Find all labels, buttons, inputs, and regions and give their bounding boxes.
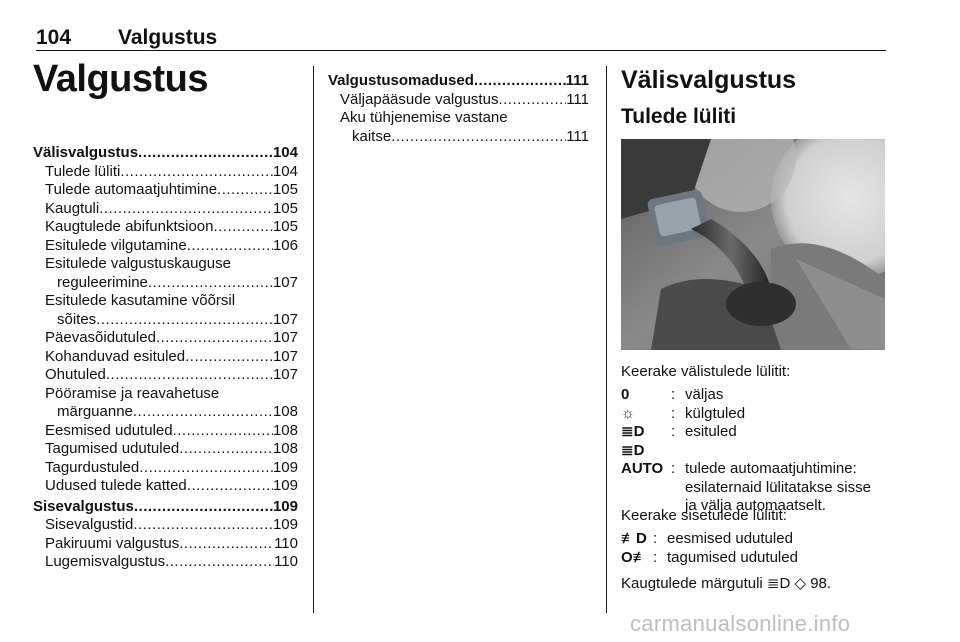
toc-entry-title: Esitulede vilgutamine [45, 236, 187, 254]
toc-entry[interactable] [33, 163, 298, 182]
toc-entry[interactable] [33, 553, 298, 572]
switch-symbol-icon: 0 [621, 386, 630, 403]
toc-entry-title: Sisevalgustid [45, 516, 134, 533]
toc-leader-dots [148, 274, 273, 293]
toc-page-number: 105 [272, 199, 298, 217]
toc-page-number: 104 [272, 144, 298, 161]
toc-page-number: 107 [272, 347, 298, 365]
toc-entry[interactable] [33, 477, 298, 496]
fog-position-row [621, 530, 867, 549]
separator: : [671, 404, 676, 422]
fog-switch-intro: Keerake sisetulede lülitit: [621, 507, 787, 524]
toc-entry-label: Esitulede kasutamine võõrsil [45, 292, 236, 309]
toc-leader-dots [185, 348, 273, 367]
switch-position-desc: tulede automaatjuhtimine: [685, 460, 857, 477]
switch-symbol-icon: ☼ [621, 404, 635, 422]
toc-page-number: 110 [274, 534, 298, 552]
toc-page-number: 106 [272, 236, 298, 254]
toc-entry[interactable] [33, 403, 298, 422]
toc-entry[interactable] [328, 72, 589, 91]
toc-leader-dots [139, 459, 273, 478]
section-title: Välisvalgustus [621, 66, 797, 94]
toc-entry[interactable] [33, 274, 298, 293]
toc-page-number: 111 [566, 127, 589, 145]
toc-entry-title: Kohanduvad esituled [45, 347, 186, 365]
toc-leader-dots [120, 163, 273, 182]
toc-entry[interactable] [328, 128, 589, 147]
switch-position-desc: külgtuled [685, 404, 746, 422]
toc-leader-dots [96, 311, 273, 330]
toc-entry-label: Pööramise ja reavahetuse [45, 384, 220, 402]
toc-entry-title: Udused tulede katted [45, 477, 187, 494]
toc-entry[interactable] [33, 348, 298, 367]
fog-light-icon: ≢D [621, 530, 647, 547]
toc-page-number: 107 [272, 329, 298, 346]
toc-leader-dots [156, 329, 273, 348]
toc-leader-dots [213, 218, 273, 237]
switch-symbol-icon: AUTO [621, 460, 664, 477]
toc-entry-title: Välisvalgustus [33, 144, 139, 161]
header-rule [36, 50, 886, 51]
toc-entry[interactable] [33, 498, 298, 517]
toc-entry[interactable] [328, 91, 589, 110]
toc-entry[interactable] [33, 422, 298, 441]
switch-position-row [621, 423, 885, 460]
toc-entry-title: Eesmised udutuled [45, 421, 173, 439]
toc-leader-dots [138, 144, 273, 163]
toc-page-number: 111 [565, 72, 589, 89]
toc-entry-title: Lugemisvalgustus [45, 553, 166, 570]
toc-leader-dots [99, 200, 273, 219]
page-number: 104 [36, 26, 72, 49]
toc-entry-title: Tulede lüliti [45, 162, 121, 180]
toc-leader-dots [133, 403, 273, 422]
header-title: Valgustus [118, 26, 218, 49]
toc-entry-title: Väljapääsude valgustus [340, 90, 499, 108]
toc-page-number: 107 [272, 310, 298, 328]
toc-entry[interactable] [33, 181, 298, 200]
toc-entry[interactable] [33, 535, 298, 554]
toc-leader-dots [217, 181, 273, 200]
separator: : [671, 386, 676, 403]
switch-position-row [621, 460, 885, 479]
toc-leader-dots [474, 72, 566, 91]
toc-page-number: 105 [272, 218, 298, 235]
toc-page-number: 107 [272, 273, 298, 291]
toc-leader-dots [498, 91, 566, 110]
toc-entry-label: Esitulede valgustuskauguse [45, 255, 231, 272]
toc-leader-dots [173, 422, 273, 441]
switch-symbol-icon [621, 479, 671, 498]
table-of-contents-left [33, 144, 298, 572]
fog-position-desc: eesmised udutuled [667, 530, 793, 547]
toc-leader-dots [391, 128, 566, 147]
toc-entry-title: Päevasõidutuled [45, 329, 156, 346]
toc-leader-dots [179, 535, 274, 554]
separator: : [653, 548, 658, 566]
toc-page-number: 109 [272, 497, 298, 515]
toc-entry[interactable] [33, 200, 298, 219]
toc-entry[interactable] [33, 237, 298, 256]
column-divider-1 [313, 66, 314, 613]
toc-entry[interactable] [33, 218, 298, 237]
toc-leader-dots [179, 440, 273, 459]
toc-entry-title: Kaugtuli [45, 199, 100, 217]
outer-switch-intro: Keerake välistulede lülitit: [621, 363, 791, 380]
toc-entry-title: Tulede automaatjuhtimine [45, 181, 218, 198]
toc-leader-dots [187, 477, 273, 496]
toc-leader-dots [106, 366, 273, 385]
chapter-title: Valgustus [33, 58, 208, 100]
toc-entry-title: Kaugtulede abifunktsioon [45, 218, 214, 235]
fog-position-row [621, 549, 867, 568]
light-switch-photo [621, 139, 885, 350]
watermark: carmanualsonline.info [630, 611, 851, 636]
table-of-contents-middle [328, 72, 589, 146]
toc-page-number: 108 [272, 440, 298, 457]
subsection-title: Tulede lüliti [621, 105, 737, 128]
toc-entry-title: reguleerimine [57, 273, 148, 291]
toc-page-number: 108 [272, 403, 298, 420]
fog-position-desc: tagumised udutuled [667, 548, 798, 566]
toc-entry-title: Sisevalgustus [33, 497, 134, 515]
fog-light-icon: O≢ [621, 548, 648, 566]
toc-entry-title: märguanne [57, 403, 133, 420]
toc-entry[interactable] [33, 366, 298, 385]
separator: : [671, 460, 676, 477]
switch-symbol-icon: ≣D ≣D [621, 423, 645, 459]
switch-position-row [621, 405, 885, 424]
toc-leader-dots [134, 498, 273, 517]
toc-leader-dots [165, 553, 274, 572]
toc-page-number: 110 [274, 553, 298, 570]
toc-entry-title: Ohutuled [45, 366, 106, 383]
toc-page-number: 108 [272, 421, 298, 439]
toc-entry-title: Tagumised udutuled [45, 440, 180, 457]
switch-position-desc: esilaternaid lülitatakse sisse [685, 478, 871, 496]
separator: : [653, 530, 658, 547]
toc-entry[interactable] [33, 329, 298, 348]
toc-page-number: 111 [566, 90, 589, 108]
highbeam-indicator-text: Kaugtulede märgutuli ≣D ◇ 98. [621, 575, 832, 592]
toc-entry[interactable] [33, 440, 298, 459]
toc-page-number: 105 [272, 181, 298, 198]
toc-entry[interactable] [33, 144, 298, 163]
toc-page-number: 109 [272, 516, 298, 533]
toc-leader-dots [187, 237, 273, 256]
toc-entry[interactable] [33, 311, 298, 330]
toc-page-number: 109 [272, 477, 298, 494]
switch-positions-list [621, 386, 885, 516]
toc-entry-title: sõites [57, 310, 97, 328]
toc-page-number: 104 [272, 162, 298, 180]
toc-page-number: 109 [272, 458, 298, 476]
separator: : [671, 423, 676, 440]
toc-entry-title: Valgustusomadused [328, 72, 474, 89]
fog-positions-list [621, 530, 867, 567]
toc-entry-label: Aku tühjenemise vastane [340, 109, 508, 126]
toc-page-number: 107 [272, 366, 298, 383]
toc-entry[interactable] [33, 516, 298, 535]
switch-position-row [621, 386, 885, 405]
toc-leader-dots [133, 516, 273, 535]
switch-position-row [621, 479, 885, 498]
toc-entry[interactable] [33, 459, 298, 478]
toc-entry-title: Tagurdustuled [45, 458, 140, 476]
switch-position-desc: esituled [685, 423, 737, 440]
column-divider-2 [606, 66, 607, 613]
toc-entry-title: kaitse [352, 127, 392, 145]
switch-position-desc: ja välja automaatselt. [685, 497, 826, 514]
switch-position-desc: väljas [685, 386, 724, 403]
separator [671, 479, 685, 498]
toc-entry-title: Pakiruumi valgustus [45, 534, 180, 552]
